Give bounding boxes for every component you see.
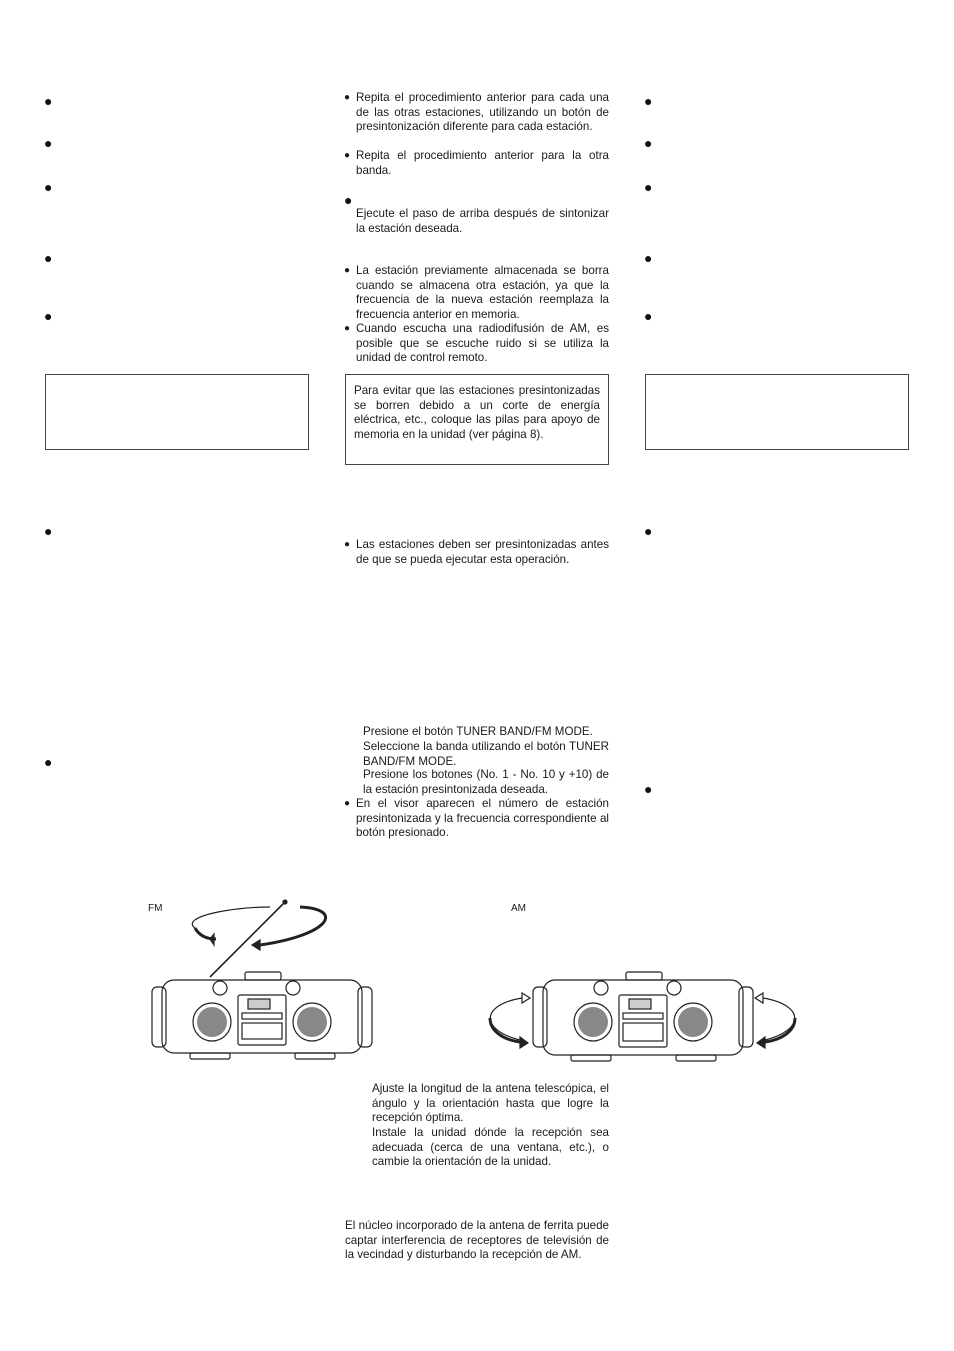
am-label: AM bbox=[511, 903, 526, 914]
left-bullet: ● bbox=[44, 179, 53, 195]
ferrite-note: El núcleo incorporado de la antena de ferrita puede captar interferencia de receptores de televisión de la vecindad y disturbando la recepción de AM. bbox=[345, 1219, 609, 1261]
execute-step: Ejecute el paso de arriba después de sintonizar la estación deseada. bbox=[356, 207, 609, 235]
antenna-adjust: Ajuste la longitud de la antena telescópica, el ángulo y la orientación hasta que logre la recepción óptima. bbox=[372, 1082, 609, 1124]
right-note-box bbox=[645, 374, 909, 450]
am-noise-note: ● Cuando escucha una radiodifusión de AM, es posible que se escuche ruido si se utiliza la unidad de control remoto. bbox=[356, 322, 609, 366]
left-bullet: ● bbox=[44, 250, 53, 266]
memory-backup-note: Para evitar que las estaciones presintonizadas se borren debido a un corte de energía eléctrica, etc., coloque las pilas para apoyo de memoria en la unidad (ver página 8). bbox=[345, 374, 609, 465]
right-bullet: ● bbox=[644, 781, 653, 797]
repeat-other-band: ● Repita el procedimiento anterior para la otra banda. bbox=[356, 149, 609, 178]
step-press-tuner: Presione el botón TUNER BAND/FM MODE. bbox=[363, 725, 593, 738]
step-select-band: Seleccione la banda utilizando el botón TUNER BAND/FM MODE. bbox=[363, 740, 609, 768]
right-bullet: ● bbox=[644, 179, 653, 195]
right-bullet: ● bbox=[644, 93, 653, 109]
antenna-install: Instale la unidad dónde la recepción sea adecuada (cerca de una ventana, etc.), o cambie la orientación de la unidad. bbox=[372, 1126, 609, 1168]
right-bullet: ● bbox=[644, 523, 653, 539]
display-info: ● En el visor aparecen el número de estación presintonizada y la frecuencia correspondiente al botón presionado. bbox=[356, 797, 609, 841]
left-bullet: ● bbox=[44, 93, 53, 109]
previous-station-erased: ● La estación previamente almacenada se borra cuando se almacena otra estación, ya que la frecuencia de la nueva estación reemplaza la frecuencia anterior en memoria. bbox=[356, 264, 609, 322]
step-press-buttons: Presione los botones (No. 1 - No. 10 y +10) de la estación presintonizada deseada. bbox=[363, 768, 609, 796]
am-orientation-illustration bbox=[480, 960, 805, 1070]
right-bullet: ● bbox=[644, 250, 653, 266]
left-bullet: ● bbox=[44, 308, 53, 324]
left-bullet: ● bbox=[44, 135, 53, 151]
stations-must-be-preset: ● Las estaciones deben ser presintonizadas antes de que se pueda ejecutar esta operación. bbox=[356, 538, 609, 567]
left-note-box bbox=[45, 374, 309, 450]
left-bullet: ● bbox=[44, 754, 53, 770]
fm-antenna-illustration bbox=[150, 895, 380, 1065]
right-bullet: ● bbox=[644, 308, 653, 324]
right-bullet: ● bbox=[644, 135, 653, 151]
fm-label: FM bbox=[148, 903, 163, 914]
left-bullet: ● bbox=[44, 523, 53, 539]
repeat-other-stations: ● Repita el procedimiento anterior para cada una de las otras estaciones, utilizando un botón de presintonización diferente para cada estación. bbox=[356, 91, 609, 135]
middle-bullet: ● bbox=[344, 192, 353, 208]
